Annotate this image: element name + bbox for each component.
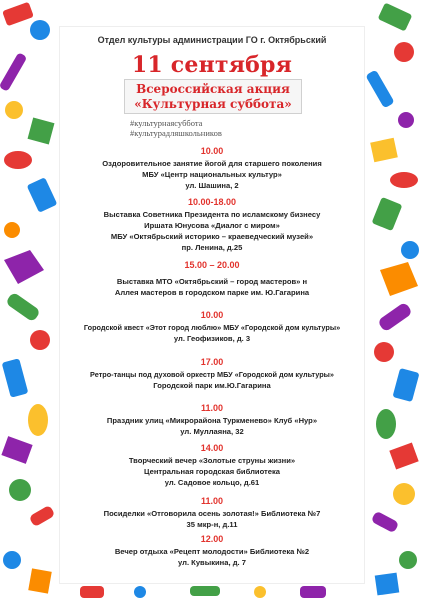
event-time: 11.00 — [200, 403, 224, 413]
event-title-box — [124, 79, 302, 114]
event-venue: МБУ «Центр национальных культур» — [142, 170, 282, 179]
organization-header: Отдел культуры администрации ГО г. Октябрьский — [97, 35, 327, 45]
event-address: 35 мкр-н, д.11 — [186, 520, 238, 529]
event-venue: Аллея мастеров в городском парке им. Ю.Гагарина — [114, 288, 310, 297]
event-description: Посиделки «Отговорила осень золотая!» Библиотека №7 — [103, 509, 321, 518]
event-time: 12.00 — [200, 534, 224, 544]
event-address: ул. Кувыкина, д. 7 — [178, 558, 246, 567]
decorative-icons-left — [0, 2, 57, 594]
event-time: 11.00 — [200, 496, 224, 506]
event-address: ул. Геофизиков, д. 3 — [173, 334, 251, 343]
decorative-icons-bottom — [80, 586, 326, 598]
event-description: Праздник улиц «Микрорайона Туркменево» Клуб «Нур» — [106, 416, 318, 425]
event-venue: Центральная городская библиотека — [143, 467, 281, 476]
hashtag-culture-for-schoolchildren: #культурадляшкольников — [130, 128, 222, 138]
event-date: 11 сентября — [131, 52, 293, 78]
event-description: Выставка Советника Президента по исламскому бизнесу — [103, 210, 321, 219]
event-address: ул. Шашина, 2 — [185, 181, 239, 190]
event-description: Городской квест «Этот город люблю» МБУ «Городской дом культуры» — [83, 323, 341, 332]
event-description: Творческий вечер «Золотые струны жизни» — [128, 456, 296, 465]
event-time: 10.00 — [200, 146, 224, 156]
decorative-icons-right — [365, 3, 419, 596]
event-time: 10.00-18.00 — [187, 197, 237, 207]
event-address: пр. Ленина, д.25 — [181, 243, 243, 252]
event-description: Ретро-танцы под духовой оркестр МБУ «Городской дом культуры» — [90, 370, 334, 379]
event-schedule-card — [60, 27, 364, 583]
event-description: Вечер отдыха «Рецепт молодости» Библиотека №2 — [114, 547, 310, 556]
event-title-line2: «Культурная суббота» — [134, 97, 292, 111]
event-venue: МБУ «Октябрьский историко – краеведческий музей» — [110, 232, 314, 241]
hashtag-culture-saturday: #культурнаясуббота — [130, 118, 203, 128]
event-time: 14.00 — [200, 443, 224, 453]
event-time: 17.00 — [200, 357, 224, 367]
event-address: ул. Муллаяна, 32 — [180, 427, 244, 436]
event-venue: Городской парк им.Ю.Гагарина — [153, 381, 271, 390]
event-address: ул. Садовое кольцо, д.61 — [164, 478, 260, 487]
event-description: Иршата Юнусова «Диалог с миром» — [144, 221, 280, 230]
event-time: 10.00 — [200, 310, 224, 320]
event-title-line1: Всероссийская акция — [136, 82, 290, 96]
event-description: Оздоровительное занятие йогой для старшего поколения — [102, 159, 322, 168]
event-description: Выставка МТО «Октябрьский – город мастеров» н — [116, 277, 308, 286]
event-time: 15.00 – 20.00 — [184, 260, 240, 270]
